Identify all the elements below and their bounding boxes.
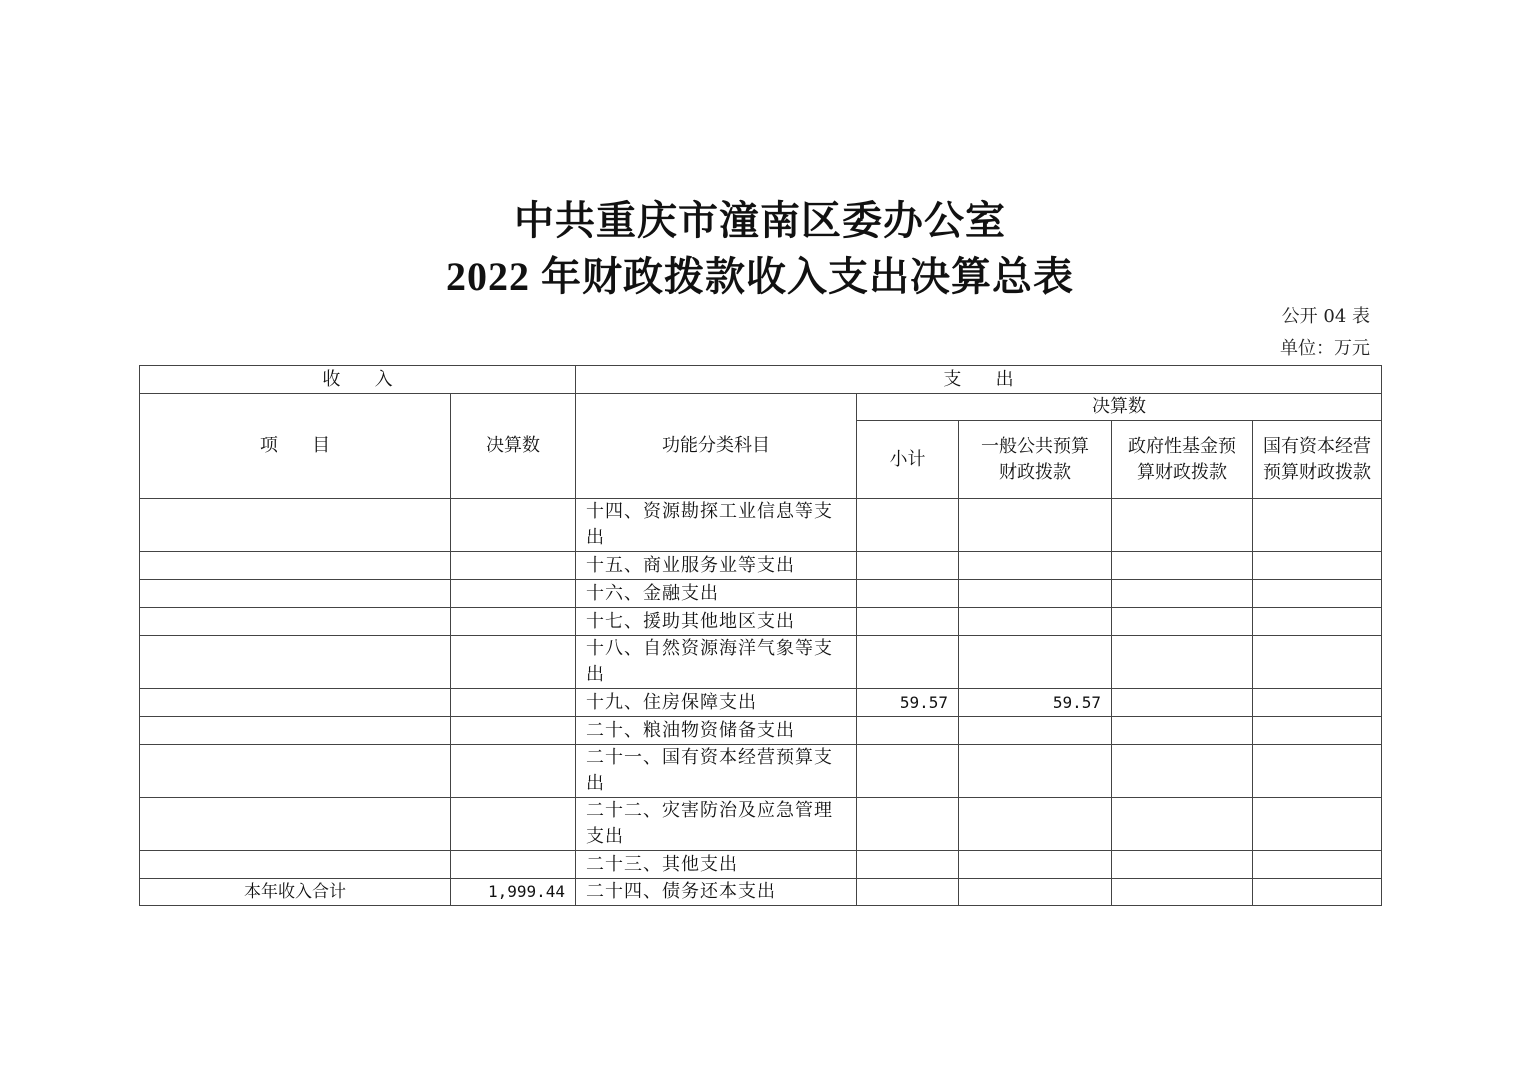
- subtotal-cell: [857, 499, 959, 552]
- header-expense-amount: 决算数: [857, 394, 1382, 421]
- subtotal-cell: [857, 608, 959, 636]
- income-amount-cell: [451, 851, 576, 879]
- subtotal-cell: [857, 879, 959, 906]
- table-row: [140, 717, 1382, 745]
- unit-label: 单位：万元: [1280, 338, 1370, 359]
- header-item: 项 目: [140, 394, 451, 499]
- general-budget-cell: [959, 798, 1112, 851]
- general-budget-cell: [959, 717, 1112, 745]
- subtotal-cell: [857, 552, 959, 580]
- table-row: [140, 499, 1382, 552]
- state-capital-cell: [1253, 608, 1382, 636]
- state-capital-cell: [1253, 499, 1382, 552]
- income-amount-cell: [451, 745, 576, 798]
- header-gov-fund: 政府性基金预算财政拨款: [1112, 421, 1253, 499]
- income-item-cell: [140, 689, 451, 717]
- header-function-category: 功能分类科目: [576, 394, 857, 499]
- table-row: [140, 745, 1382, 798]
- table-row: [140, 689, 1382, 717]
- income-amount-cell: [451, 499, 576, 552]
- income-amount-cell: [451, 717, 576, 745]
- general-budget-cell: [959, 851, 1112, 879]
- table-number: 公开 04 表: [1281, 306, 1370, 327]
- income-item-cell: [140, 798, 451, 851]
- state-capital-cell: [1253, 879, 1382, 906]
- gov-fund-cell: [1112, 851, 1253, 879]
- gov-fund-cell: [1112, 499, 1253, 552]
- state-capital-cell: [1253, 798, 1382, 851]
- state-capital-cell: [1253, 689, 1382, 717]
- general-budget-cell: [959, 879, 1112, 906]
- table-row: [140, 580, 1382, 608]
- gov-fund-cell: [1112, 580, 1253, 608]
- income-item-cell: [140, 580, 451, 608]
- gov-fund-cell: [1112, 689, 1253, 717]
- budget-summary-table: [139, 365, 1382, 906]
- state-capital-cell: [1253, 580, 1382, 608]
- income-total-label: 本年收入合计: [140, 879, 451, 906]
- state-capital-cell: [1253, 552, 1382, 580]
- gov-fund-cell: [1112, 745, 1253, 798]
- income-amount-cell: [451, 552, 576, 580]
- income-item-cell: [140, 499, 451, 552]
- income-item-cell: [140, 636, 451, 689]
- header-income-amount: 决算数: [451, 394, 576, 499]
- category-cell: 二十、粮油物资储备支出: [576, 717, 857, 745]
- state-capital-cell: [1253, 745, 1382, 798]
- subtotal-cell: [857, 636, 959, 689]
- general-budget-cell: [959, 580, 1112, 608]
- general-budget-cell: [959, 499, 1112, 552]
- header-state-capital: 国有资本经营预算财政拨款: [1253, 421, 1382, 499]
- category-cell: 十六、金融支出: [576, 580, 857, 608]
- state-capital-cell: [1253, 851, 1382, 879]
- subtotal-cell: [857, 580, 959, 608]
- income-total-amount: 1,999.44: [451, 879, 576, 906]
- category-cell: 十五、商业服务业等支出: [576, 552, 857, 580]
- general-budget-cell: [959, 745, 1112, 798]
- subtotal-cell: [857, 851, 959, 879]
- income-amount-cell: [451, 580, 576, 608]
- category-cell: 二十二、灾害防治及应急管理支出: [576, 798, 857, 851]
- subtotal-cell: [857, 745, 959, 798]
- income-item-cell: [140, 552, 451, 580]
- subtotal-cell: [857, 717, 959, 745]
- gov-fund-cell: [1112, 879, 1253, 906]
- header-row-2: [140, 394, 1382, 421]
- income-item-cell: [140, 608, 451, 636]
- table-row: [140, 851, 1382, 879]
- income-item-cell: [140, 851, 451, 879]
- general-budget-cell: [959, 552, 1112, 580]
- category-cell: 十四、资源勘探工业信息等支出: [576, 499, 857, 552]
- table-row: [140, 552, 1382, 580]
- header-general-budget: 一般公共预算财政拨款: [959, 421, 1112, 499]
- income-amount-cell: [451, 636, 576, 689]
- state-capital-cell: [1253, 717, 1382, 745]
- category-cell: 十八、自然资源海洋气象等支出: [576, 636, 857, 689]
- general-budget-cell: [959, 636, 1112, 689]
- category-cell: 二十四、债务还本支出: [576, 879, 857, 906]
- gov-fund-cell: [1112, 608, 1253, 636]
- table-row: [140, 636, 1382, 689]
- income-amount-cell: [451, 798, 576, 851]
- income-item-cell: [140, 717, 451, 745]
- income-item-cell: [140, 745, 451, 798]
- category-cell: 二十三、其他支出: [576, 851, 857, 879]
- category-cell: 二十一、国有资本经营预算支出: [576, 745, 857, 798]
- gov-fund-cell: [1112, 798, 1253, 851]
- income-amount-cell: [451, 608, 576, 636]
- document-title-line-2: 2022 年财政拨款收入支出决算总表: [446, 254, 1074, 299]
- category-cell: 十九、住房保障支出: [576, 689, 857, 717]
- subtotal-cell: [857, 798, 959, 851]
- header-income: 收 入: [140, 366, 576, 394]
- document-title-line-1: 中共重庆市潼南区委办公室: [514, 198, 1006, 243]
- header-expense: 支 出: [576, 366, 1382, 394]
- category-cell: 十七、援助其他地区支出: [576, 608, 857, 636]
- header-row-section: [140, 366, 1382, 394]
- state-capital-cell: [1253, 636, 1382, 689]
- subtotal-cell: 59.57: [857, 689, 959, 717]
- table-row: [140, 608, 1382, 636]
- gov-fund-cell: [1112, 717, 1253, 745]
- general-budget-cell: 59.57: [959, 689, 1112, 717]
- general-budget-cell: [959, 608, 1112, 636]
- table-row: [140, 798, 1382, 851]
- header-subtotal: 小计: [857, 421, 959, 499]
- total-row: [140, 879, 1382, 906]
- gov-fund-cell: [1112, 636, 1253, 689]
- gov-fund-cell: [1112, 552, 1253, 580]
- income-amount-cell: [451, 689, 576, 717]
